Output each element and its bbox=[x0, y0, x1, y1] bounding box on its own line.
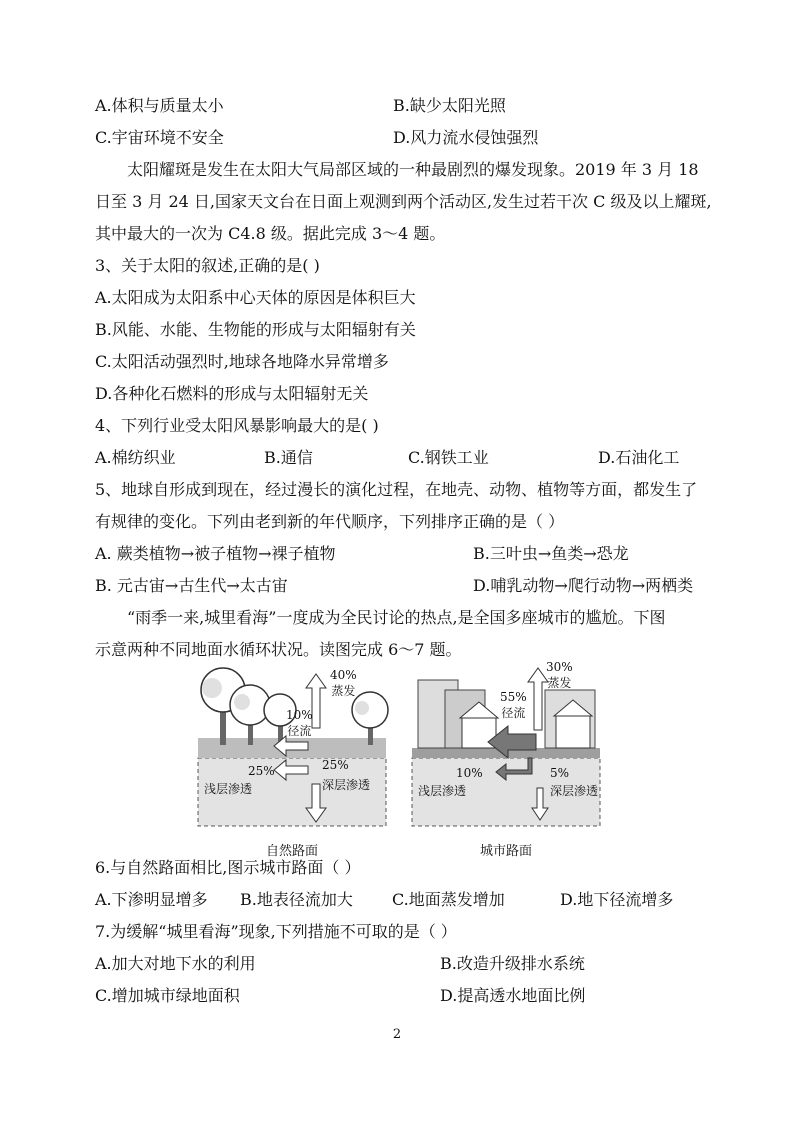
q5-option-c: B. 元古宙→古生代→太古宙 bbox=[95, 576, 288, 595]
natural-runoff-label bbox=[286, 708, 313, 739]
q2-option-d: D.风力流水侵蚀强烈 bbox=[393, 128, 539, 147]
q3-option-c: C.太阳活动强烈时,地球各地降水异常增多 bbox=[95, 352, 389, 371]
city-runoff-pct: 55% bbox=[500, 690, 527, 704]
q3-option-d: D.各种化石燃料的形成与太阳辐射无关 bbox=[95, 384, 369, 403]
passage2-line-1: “雨季一来,城里看海”一度成为全民讨论的热点,是全国多座城市的尴尬。下图 bbox=[127, 608, 666, 627]
q4-option-c: C.钢铁工业 bbox=[408, 448, 489, 467]
q6-stem: 6.与自然路面相比,图示城市路面（ ） bbox=[95, 858, 361, 877]
q4-stem: 4、下列行业受太阳风暴影响最大的是( ) bbox=[95, 416, 379, 435]
q7-option-a: A.加大对地下水的利用 bbox=[95, 954, 256, 973]
q3-option-a: A.太阳成为太阳系中心天体的原因是体积巨大 bbox=[95, 288, 416, 307]
q5-option-d: D.哺乳动物→爬行动物→两栖类 bbox=[473, 576, 694, 595]
natural-deep-text: 深层渗透 bbox=[322, 778, 371, 792]
natural-shallow-pct: 25% bbox=[248, 764, 275, 778]
city-shallow-text: 浅层渗透 bbox=[418, 784, 467, 798]
q5-stem-line-2: 有规律的变化。下列由老到新的年代顺序，下列排序正确的是（ ） bbox=[95, 512, 565, 531]
q2-option-c: C.宇宙环境不安全 bbox=[95, 128, 224, 147]
city-evap-pct: 30% bbox=[546, 660, 573, 674]
natural-shallow-text: 浅层渗透 bbox=[204, 782, 253, 796]
q3-option-b: B.风能、水能、生物能的形成与太阳辐射有关 bbox=[95, 320, 416, 339]
city-runoff-label bbox=[500, 690, 527, 721]
tree-icon bbox=[352, 692, 388, 745]
q2-option-a: A.体积与质量太小 bbox=[95, 96, 224, 115]
q6-option-d: D.地下径流增多 bbox=[560, 890, 674, 909]
q4-option-d: D.石油化工 bbox=[598, 448, 680, 467]
city-deep-text: 深层渗透 bbox=[550, 784, 599, 798]
natural-runoff-text: 径流 bbox=[287, 724, 312, 738]
q7-stem: 7.为缓解“城里看海”现象,下列措施不可取的是（ ） bbox=[95, 922, 457, 941]
q5-stem-line-1: 5、地球自形成到现在，经过漫长的演化过程，在地壳、动物、植物等方面，都发生了 bbox=[95, 480, 698, 499]
page-number: 2 bbox=[392, 1027, 402, 1042]
water-cycle-figure bbox=[190, 660, 610, 860]
q4-option-b: B.通信 bbox=[264, 448, 313, 467]
city-shallow-pct: 10% bbox=[456, 766, 483, 780]
city-runoff-text: 径流 bbox=[501, 706, 526, 720]
q2-option-b: B.缺少太阳光照 bbox=[393, 96, 506, 115]
natural-panel bbox=[198, 668, 388, 826]
natural-evap-label bbox=[330, 668, 357, 699]
natural-runoff-pct: 10% bbox=[286, 708, 313, 722]
q6-option-c: C.地面蒸发增加 bbox=[392, 890, 505, 909]
natural-evap-pct: 40% bbox=[330, 668, 357, 682]
city-caption: 城市路面 bbox=[480, 844, 533, 859]
q7-option-c: C.增加城市绿地面积 bbox=[95, 986, 240, 1005]
tree-icon bbox=[230, 685, 270, 745]
passage2-line-2: 示意两种不同地面水循环状况。读图完成 6～7 题。 bbox=[95, 640, 462, 659]
city-evap-label bbox=[546, 660, 573, 691]
natural-caption: 自然路面 bbox=[266, 844, 319, 859]
city-deep-pct: 5% bbox=[550, 766, 570, 780]
passage1-line-2: 日至 3 月 24 日,国家天文台在日面上观测到两个活动区,发生过若干次 C 级及以上耀斑, bbox=[95, 192, 712, 211]
q7-option-d: D.提高透水地面比例 bbox=[440, 986, 586, 1005]
q6-option-b: B.地表径流加大 bbox=[240, 890, 353, 909]
passage1-line-3: 其中最大的一次为 C4.8 级。据此完成 3～4 题。 bbox=[95, 224, 446, 243]
q4-option-a: A.棉纺织业 bbox=[95, 448, 176, 467]
q6-option-a: A.下渗明显增多 bbox=[95, 890, 208, 909]
q5-option-b: B.三叶虫→鱼类→恐龙 bbox=[473, 544, 629, 563]
natural-deep-pct: 25% bbox=[322, 758, 349, 772]
natural-evap-text: 蒸发 bbox=[331, 684, 356, 698]
passage1-line-1: 太阳耀斑是发生在太阳大气局部区域的一种最剧烈的爆发现象。2019 年 3 月 18 bbox=[127, 160, 699, 179]
q3-stem: 3、关于太阳的叙述,正确的是( ) bbox=[95, 256, 320, 275]
q7-option-b: B.改造升级排水系统 bbox=[440, 954, 585, 973]
q5-option-a: A. 蕨类植物→被子植物→裸子植物 bbox=[95, 544, 336, 563]
city-evap-text: 蒸发 bbox=[547, 676, 572, 690]
